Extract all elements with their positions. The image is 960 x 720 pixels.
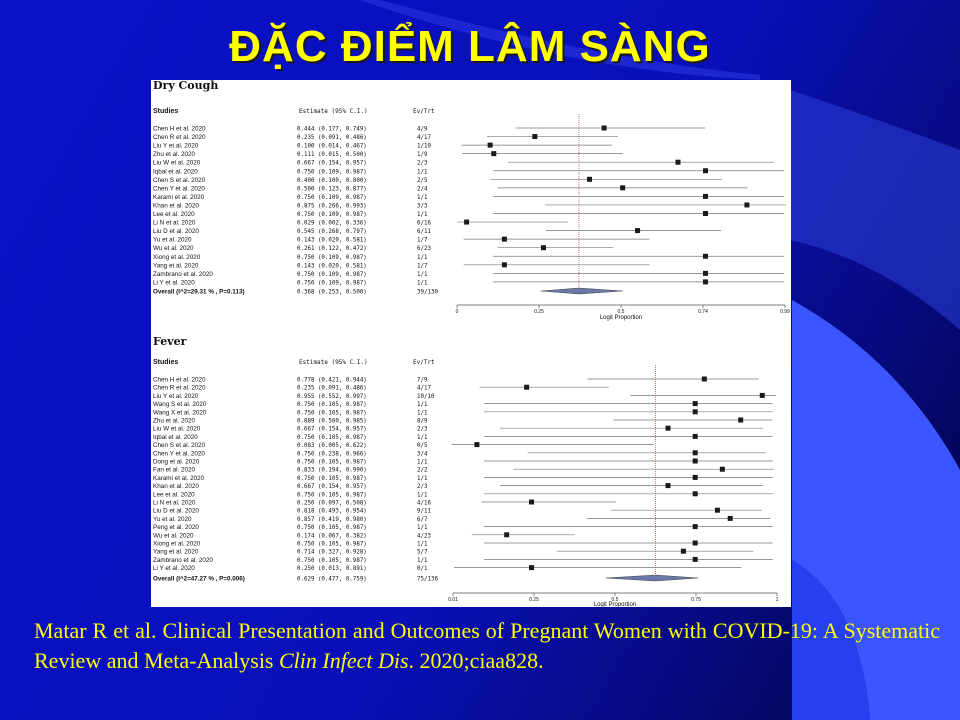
study-estimate: 0.400 (0.100, 0.800) xyxy=(297,177,367,184)
study-estimate: 0.250 (0.013, 0.891) xyxy=(297,566,367,573)
study-events: 1/1 xyxy=(417,410,428,417)
study-estimate: 0.111 (0.015, 0.500) xyxy=(297,152,367,159)
study-estimate: 0.750 (0.105, 0.987) xyxy=(297,402,367,409)
x-tick-label: 0.25 xyxy=(529,597,539,603)
x-tick-label: 1 xyxy=(775,597,779,603)
study-events: 1/1 xyxy=(417,194,428,201)
study-estimate: 0.750 (0.238, 0.966) xyxy=(297,451,367,458)
study-label: Xiong et al. 2020 xyxy=(153,253,201,261)
study-events: 1/10 xyxy=(417,143,431,150)
point-estimate xyxy=(464,220,469,225)
citation xyxy=(34,616,940,676)
point-estimate xyxy=(720,467,725,472)
fever-title: Fever xyxy=(153,335,187,348)
study-label: Wu et al. 2020 xyxy=(153,245,194,253)
study-events: 0/5 xyxy=(417,443,428,450)
column-header-studies: Studies xyxy=(153,359,179,366)
slide-title: ĐẶC ĐIỂM LÂM SÀNG xyxy=(229,22,711,71)
column-header-estimate: Estimate (95% C.I.) xyxy=(299,108,368,115)
point-estimate xyxy=(760,393,765,398)
study-events: 0/1 xyxy=(417,566,428,573)
study-events: 2/3 xyxy=(417,426,428,433)
study-events: 6/23 xyxy=(417,246,431,253)
study-events: 3/4 xyxy=(417,451,428,458)
point-estimate xyxy=(529,500,534,505)
point-estimate xyxy=(504,532,509,537)
x-tick-label: 0.5 xyxy=(611,597,619,603)
study-label: Lee et al. 2020 xyxy=(153,491,195,499)
study-label: Liu D et al. 2020 xyxy=(153,228,199,236)
study-estimate: 0.750 (0.109, 0.987) xyxy=(297,194,367,201)
point-estimate xyxy=(702,377,707,382)
study-label: Chen R et al. 2020 xyxy=(153,134,206,142)
study-events: 9/11 xyxy=(417,508,431,515)
study-estimate: 0.857 (0.419, 0.980) xyxy=(297,516,367,523)
study-events: 1/1 xyxy=(417,212,428,218)
study-label: Yang et al. 2020 xyxy=(153,262,199,270)
point-estimate xyxy=(693,557,698,562)
study-estimate: 0.750 (0.105, 0.987) xyxy=(297,492,367,499)
study-estimate: 0.667 (0.154, 0.957) xyxy=(297,484,367,491)
point-estimate xyxy=(587,177,592,182)
point-estimate xyxy=(529,565,534,570)
point-estimate xyxy=(738,418,743,423)
point-estimate xyxy=(744,202,749,207)
study-estimate: 0.667 (0.154, 0.957) xyxy=(297,160,367,167)
study-estimate: 0.833 (0.194, 0.990) xyxy=(297,467,367,474)
study-events: 4/17 xyxy=(417,385,431,392)
forest-plots xyxy=(151,80,791,607)
study-label: Lee et al. 2020 xyxy=(153,211,195,218)
study-events: 6/7 xyxy=(417,516,428,523)
point-estimate xyxy=(502,237,507,242)
point-estimate xyxy=(693,541,698,546)
study-events: 1/1 xyxy=(417,169,428,176)
point-estimate xyxy=(491,151,496,156)
study-estimate: 0.750 (0.105, 0.987) xyxy=(297,459,367,466)
citation-end: . 2020;ciaa828. xyxy=(408,648,544,673)
study-events: 4/16 xyxy=(417,500,431,507)
study-label: Chen S et al. 2020 xyxy=(153,176,206,184)
study-label: Xiong et al. 2020 xyxy=(153,540,201,548)
study-label: Khan et al. 2020 xyxy=(153,202,199,210)
point-estimate xyxy=(715,508,720,513)
study-label: Liu W et al. 2020 xyxy=(153,159,201,167)
study-label: Wu et al. 2020 xyxy=(153,532,194,540)
study-estimate: 0.100 (0.014, 0.467) xyxy=(297,143,367,150)
study-label: Chen S et al. 2020 xyxy=(153,442,206,450)
citation-text: Matar R et al. Clinical Presentation and Outcomes of Pregnant Women with COVID-19: A Systematic Review and Meta-Analysis xyxy=(34,618,940,673)
study-events: 4/23 xyxy=(417,533,431,540)
study-estimate: 0.174 (0.067, 0.382) xyxy=(297,533,367,540)
study-events: 5/7 xyxy=(417,549,428,556)
study-estimate: 0.235 (0.091, 0.486) xyxy=(297,385,367,392)
study-estimate: 0.875 (0.266, 0.993) xyxy=(297,203,367,210)
column-header-studies: Studies xyxy=(153,108,179,115)
forest-plot-panel xyxy=(151,80,791,607)
study-events: 2/2 xyxy=(417,467,428,474)
point-estimate xyxy=(693,409,698,414)
study-label: Zambrano et al. 2020 xyxy=(153,270,213,278)
study-label: Zambrano et al. 2020 xyxy=(153,556,213,564)
point-estimate xyxy=(703,168,708,173)
study-events: 0/16 xyxy=(417,220,431,227)
study-label: Dong et al. 2020 xyxy=(153,458,200,466)
study-estimate: 0.750 (0.105, 0.987) xyxy=(297,525,367,532)
study-events: 1/1 xyxy=(417,525,428,532)
study-estimate: 0.083 (0.005, 0.622) xyxy=(297,443,367,450)
study-label: Chen H et al. 2020 xyxy=(153,125,206,133)
point-estimate xyxy=(693,434,698,439)
study-events: 2/4 xyxy=(417,186,428,193)
study-estimate: 0.750 (0.109, 0.987) xyxy=(297,280,367,287)
study-label: Liu D et al. 2020 xyxy=(153,507,199,515)
point-estimate xyxy=(675,160,680,165)
point-estimate xyxy=(666,483,671,488)
column-header-evtrt: Ev/Trt xyxy=(413,359,435,366)
fever-x-axis-label: Logit Proportion xyxy=(593,602,637,607)
point-estimate xyxy=(703,254,708,259)
study-label: Liu Y et al. 2020 xyxy=(153,142,199,150)
x-tick-label: 0.99 xyxy=(780,309,790,315)
point-estimate xyxy=(602,126,607,131)
point-estimate xyxy=(666,426,671,431)
study-estimate: 0.750 (0.109, 0.987) xyxy=(297,271,367,278)
study-label: Yu et al. 2020 xyxy=(153,515,192,523)
study-estimate: 0.500 (0.123, 0.877) xyxy=(297,186,367,193)
x-tick-label: 0.01 xyxy=(448,597,458,603)
column-header-evtrt: Ev/Trt xyxy=(413,108,435,115)
study-estimate: 0.750 (0.105, 0.987) xyxy=(297,541,367,548)
point-estimate xyxy=(474,442,479,447)
study-estimate: 0.750 (0.105, 0.987) xyxy=(297,434,367,441)
study-events: 1/1 xyxy=(417,492,428,499)
point-estimate xyxy=(693,459,698,464)
study-estimate: 0.778 (0.421, 0.944) xyxy=(297,377,367,384)
study-events: 3/3 xyxy=(417,203,428,210)
study-estimate: 0.667 (0.154, 0.957) xyxy=(297,426,367,433)
study-label: Li N et al. 2020 xyxy=(153,219,196,227)
point-estimate xyxy=(693,491,698,496)
overall-diamond xyxy=(541,288,623,294)
study-label: Peng et al. 2020 xyxy=(153,524,199,532)
study-label: Liu Y et al. 2020 xyxy=(153,392,199,400)
study-estimate: 0.955 (0.552, 0.997) xyxy=(297,393,367,400)
point-estimate xyxy=(693,524,698,529)
study-estimate: 0.250 (0.097, 0.508) xyxy=(297,500,367,507)
study-events: 1/1 xyxy=(417,459,428,466)
dry-cough-title: Dry Cough xyxy=(153,80,219,92)
study-label: Yu et al. 2020 xyxy=(153,236,192,244)
study-label: Wang S et al. 2020 xyxy=(153,401,207,409)
study-label: Khan et al. 2020 xyxy=(153,483,199,491)
study-events: 2/5 xyxy=(417,177,428,184)
overall-estimate: 0.629 (0.477, 0.759) xyxy=(297,576,367,583)
point-estimate xyxy=(620,185,625,190)
citation-journal: Clin Infect Dis xyxy=(279,648,409,673)
study-estimate: 0.750 (0.105, 0.987) xyxy=(297,410,367,417)
study-events: 4/17 xyxy=(417,135,431,142)
point-estimate xyxy=(693,450,698,455)
study-events: 1/7 xyxy=(417,237,428,244)
study-estimate: 0.714 (0.327, 0.928) xyxy=(297,549,367,556)
overall-label: Overall (I^2=29.31 % , P=0.113) xyxy=(153,288,245,296)
point-estimate xyxy=(693,401,698,406)
study-label: Karami et al. 2020 xyxy=(153,193,205,201)
x-tick-label: 0 xyxy=(455,309,459,315)
study-events: 4/9 xyxy=(417,126,428,133)
study-label: Zhu et al. 2020 xyxy=(153,151,196,159)
study-label: Zhu et al. 2020 xyxy=(153,417,196,425)
point-estimate xyxy=(728,516,733,521)
study-label: Yang et al. 2020 xyxy=(153,548,199,556)
study-events: 10/10 xyxy=(417,393,435,400)
study-estimate: 0.750 (0.105, 0.987) xyxy=(297,557,367,564)
point-estimate xyxy=(532,134,537,139)
point-estimate xyxy=(524,385,529,390)
study-events: 1/7 xyxy=(417,263,428,270)
overall-events: 75/136 xyxy=(417,576,438,583)
study-events: 1/1 xyxy=(417,475,428,482)
point-estimate xyxy=(681,549,686,554)
point-estimate xyxy=(703,194,708,199)
study-estimate: 0.750 (0.109, 0.987) xyxy=(297,212,367,218)
overall-events: 39/130 xyxy=(417,289,438,296)
point-estimate xyxy=(703,271,708,276)
study-estimate: 0.545 (0.268, 0.797) xyxy=(297,229,367,236)
study-events: 1/1 xyxy=(417,271,428,278)
point-estimate xyxy=(693,475,698,480)
study-label: Chen R et al. 2020 xyxy=(153,384,206,392)
study-estimate: 0.750 (0.109, 0.987) xyxy=(297,169,367,176)
study-label: Fan et al. 2020 xyxy=(153,466,196,474)
x-tick-label: 0.75 xyxy=(691,597,701,603)
point-estimate xyxy=(541,245,546,250)
overall-estimate: 0.368 (0.253, 0.500) xyxy=(297,289,367,296)
study-estimate: 0.143 (0.020, 0.581) xyxy=(297,263,367,270)
point-estimate xyxy=(703,279,708,284)
study-events: 1/1 xyxy=(417,434,428,441)
study-estimate: 0.889 (0.500, 0.985) xyxy=(297,418,367,425)
study-estimate: 0.750 (0.109, 0.987) xyxy=(297,254,367,261)
study-estimate: 0.029 (0.002, 0.336) xyxy=(297,220,367,227)
study-label: Li Y et al. 2020 xyxy=(153,565,195,573)
study-label: Liu W et al. 2020 xyxy=(153,425,201,433)
study-estimate: 0.750 (0.105, 0.987) xyxy=(297,475,367,482)
study-events: 1/1 xyxy=(417,557,428,564)
overall-label: Overall (I^2=47.27 % , P=0.006) xyxy=(153,575,245,583)
study-events: 2/3 xyxy=(417,160,428,167)
study-label: Chen Y et al. 2020 xyxy=(153,450,205,458)
study-events: 1/1 xyxy=(417,254,428,261)
point-estimate xyxy=(488,143,493,148)
study-estimate: 0.261 (0.122, 0.472) xyxy=(297,246,367,253)
study-events: 8/9 xyxy=(417,418,428,425)
study-events: 6/11 xyxy=(417,229,431,236)
study-label: Li Y et al. 2020 xyxy=(153,279,195,287)
study-label: Iqbal et al. 2020 xyxy=(153,433,198,441)
study-estimate: 0.143 (0.020, 0.581) xyxy=(297,237,367,244)
x-tick-label: 0.5 xyxy=(617,309,625,315)
study-events: 2/3 xyxy=(417,484,428,491)
study-events: 1/9 xyxy=(417,152,428,159)
column-header-estimate: Estimate (95% C.I.) xyxy=(299,359,368,366)
x-tick-label: 0.25 xyxy=(534,309,544,315)
study-events: 1/1 xyxy=(417,402,428,409)
study-estimate: 0.235 (0.091, 0.486) xyxy=(297,135,367,142)
point-estimate xyxy=(635,228,640,233)
study-events: 7/9 xyxy=(417,377,428,384)
study-label: Li N et al. 2020 xyxy=(153,499,196,507)
study-events: 1/1 xyxy=(417,541,428,548)
study-estimate: 0.444 (0.177, 0.749) xyxy=(297,126,367,133)
overall-diamond xyxy=(606,575,698,581)
study-estimate: 0.818 (0.493, 0.954) xyxy=(297,508,367,515)
point-estimate xyxy=(703,211,708,216)
study-events: 1/1 xyxy=(417,280,428,287)
study-label: Wang X et al. 2020 xyxy=(153,409,207,417)
study-label: Iqbal et al. 2020 xyxy=(153,168,198,176)
study-label: Chen Y et al. 2020 xyxy=(153,185,205,193)
study-label: Karami et al. 2020 xyxy=(153,474,205,482)
x-tick-label: 0.74 xyxy=(698,309,708,315)
study-label: Chen H et al. 2020 xyxy=(153,376,206,384)
point-estimate xyxy=(502,262,507,267)
dry-cough-x-axis-label: Logit Proportion xyxy=(599,315,643,321)
